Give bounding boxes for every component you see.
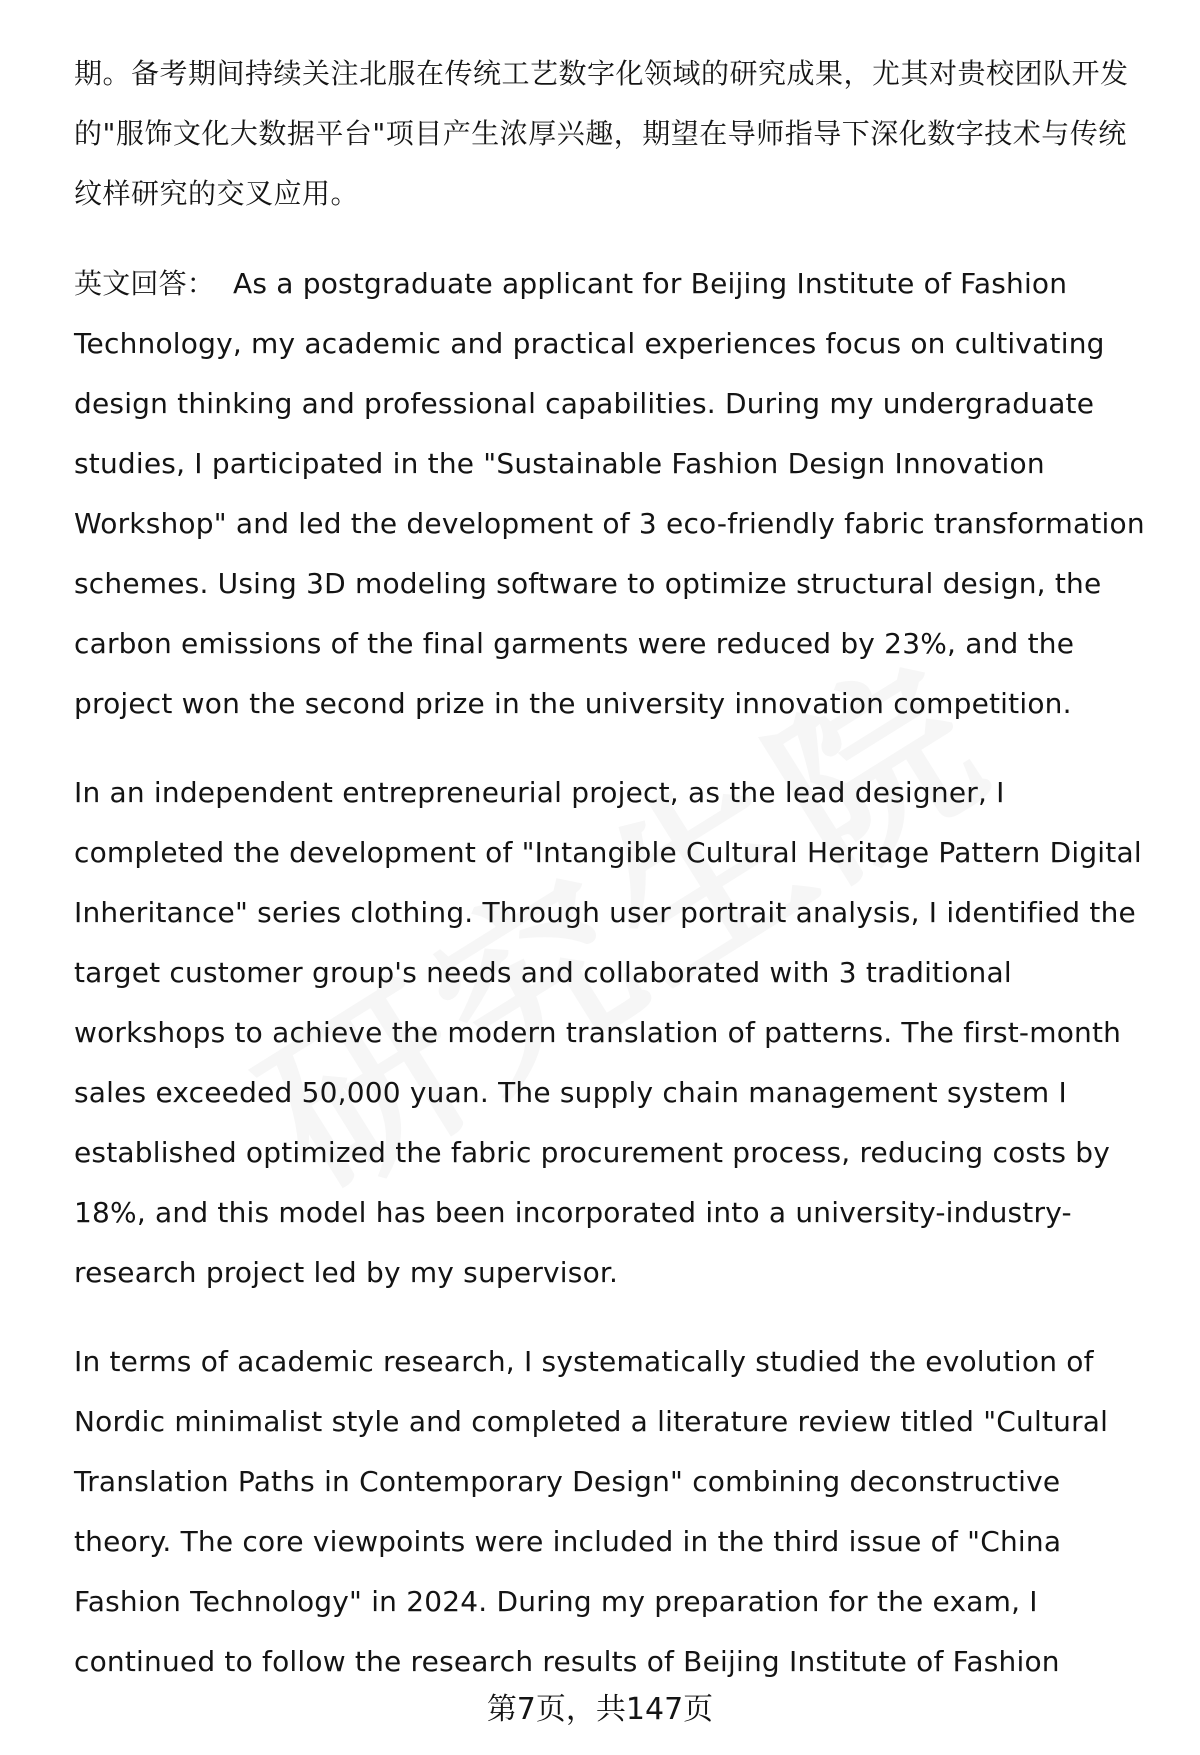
- english-answer-paragraph-3: In terms of academic research, I systematically studied the evolution of Nordic minimalist style and completed a literature review titled "Cultural Translation Paths in Contemporary Design" combining deconstructive theory. The core viewpoints were included in the third issue of "China Fashion Technology" in 2024. During my preparation for the exam, I continued to follow the research results of Beijing Institute of Fashion: [74, 1345, 1109, 1678]
- english-answer-paragraph-2: In an independent entrepreneurial project, as the lead designer, I completed the development of "Intangible Cultural Heritage Pattern Digital Inheritance" series clothing. Through user portrait analysis, I identified the target customer group's needs and collaborated with 3 traditional workshops to achieve the modern translation of patterns. The first-month sales exceeded 50,000 yuan. The supply chain management system I established optimized the fabric procurement process, reducing costs by 18%, and this model has been incorporated into a university-industry-research project led by my supervisor.: [74, 776, 1142, 1289]
- english-answer-label: 英文回答：: [74, 267, 216, 300]
- intro-paragraph-cn: 期。备考期间持续关注北服在传统工艺数字化领域的研究成果，尤其对贵校团队开发的"服饰文化大数据平台"项目产生浓厚兴趣，期望在导师指导下深化数字技术与传统纹样研究的交叉应用。: [74, 57, 1129, 210]
- document-body: [74, 44, 1154, 1692]
- paragraph-1-text: As a postgraduate applicant for Beijing Institute of Fashion Technology, my academic and practical experiences focus on cultivating design thinking and professional capabilities. During my undergraduate studies, I participated in the "Sustainable Fashion Design Innovation Workshop" and led the development of 3 eco-friendly fabric transformation schemes. Using 3D modeling software to optimize structural design, the carbon emissions of the final garments were reduced by 23%, and the project won the second prize in the university innovation competition.: [74, 267, 1145, 720]
- english-answer-paragraph-1: [74, 254, 1154, 734]
- page-number-footer: 第7页，共147页: [486, 1692, 714, 1727]
